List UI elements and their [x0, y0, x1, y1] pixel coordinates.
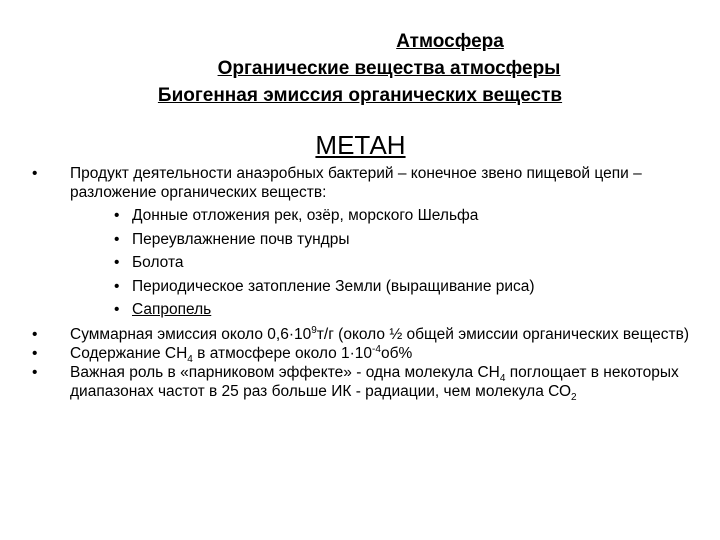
- ch4-subscript: 4: [499, 372, 506, 384]
- sub-list-item-text: Периодическое затопление Земли (выращивание риса): [132, 277, 535, 295]
- greenhouse-text-mid: поглощает в некоторых диапазонах частот в 25 раз больше ИК - радиации, чем молекула СО: [70, 363, 679, 400]
- section-title-text: МЕТАН: [315, 130, 406, 160]
- bullet-icon: •: [32, 363, 38, 381]
- bullet-icon: •: [114, 301, 120, 318]
- content-text-pre: Содержание СН: [70, 344, 188, 362]
- list-item-text: Продукт деятельности анаэробных бактерий – конечное звено пищевой цепи – разложение органических веществ:: [70, 165, 642, 201]
- sub-list-item: [114, 275, 692, 299]
- emission-exponent: 9: [311, 324, 317, 336]
- content-text-post: об%: [380, 344, 413, 362]
- section-title: [0, 128, 720, 162]
- emission-text-pre: Суммарная эмиссия около 0,6·10: [70, 325, 312, 343]
- list-item-total-emission: [32, 325, 692, 344]
- bullet-icon: •: [32, 165, 38, 182]
- list-item-origin: [32, 164, 692, 322]
- bullet-icon: •: [114, 207, 120, 224]
- bullet-icon: •: [32, 344, 38, 362]
- sub-list-item-text: Болота: [132, 254, 184, 271]
- sub-list-item-text: Донные отложения рек, озёр, морского Шельфа: [132, 207, 479, 224]
- header-title-atmosphere: Атмосфера: [396, 31, 504, 52]
- ch4-subscript: 4: [187, 353, 193, 365]
- bullet-icon: •: [114, 277, 120, 295]
- sub-list-item: [114, 251, 692, 275]
- sub-list-item: [114, 298, 692, 322]
- content-text-mid: в атмосфере около 1·10: [192, 344, 373, 362]
- sub-list-item-text-sapropel: Сапропель: [132, 301, 212, 318]
- bullet-icon: •: [32, 325, 38, 343]
- content-exponent: -4: [372, 343, 381, 355]
- list-item-ch4-content: [32, 344, 692, 363]
- sub-list-item: [114, 204, 692, 228]
- bullet-icon: •: [114, 230, 120, 248]
- sub-list-sources: [70, 204, 692, 322]
- header-subtitle-organic-substances: Органические вещества атмосферы: [217, 58, 561, 79]
- bullet-icon: •: [114, 254, 120, 271]
- header-subtitle-biogenic-emission: Биогенная эмиссия органических веществ: [157, 85, 563, 106]
- sub-list-item: [114, 228, 692, 252]
- emission-text-post: т/г (около ½ общей эмиссии органических веществ): [316, 325, 690, 343]
- sub-list-item-text: Переувлажнение почв тундры: [132, 230, 350, 248]
- greenhouse-text-pre: Важная роль в «парниковом эффекте» - одна молекула СН: [70, 363, 500, 381]
- co2-subscript: 2: [571, 391, 577, 403]
- header: [0, 28, 720, 109]
- bullet-list: [32, 164, 692, 401]
- list-item-greenhouse: [32, 363, 692, 401]
